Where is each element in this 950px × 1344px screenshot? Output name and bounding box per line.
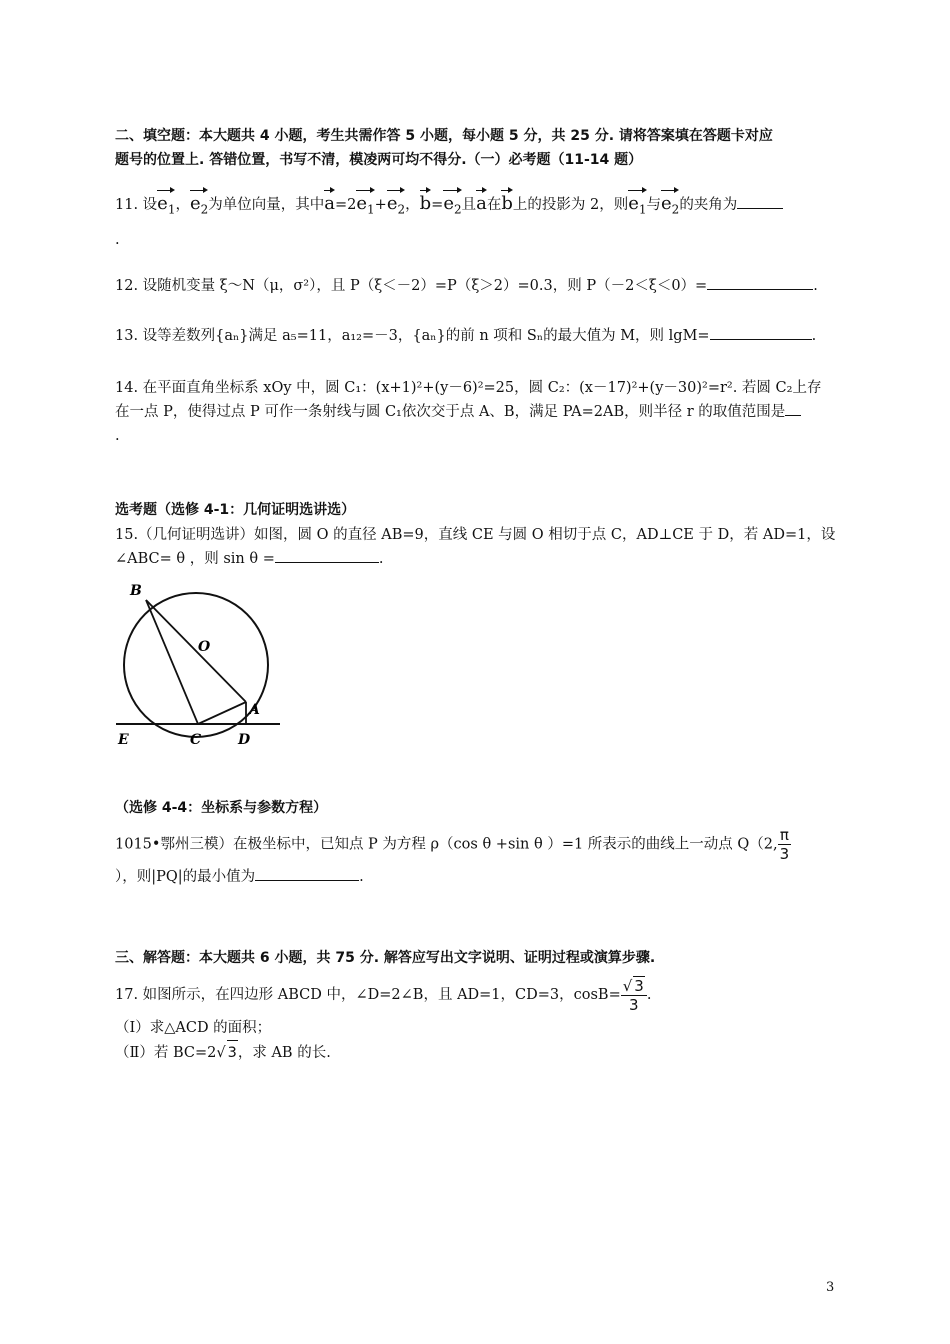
q15-line-1: 15.（几何证明选讲）如图，圆 O 的直径 AB=9，直线 CE 与圆 O 相切于点 C，AD⊥CE 于 D，若 AD=1，设 [115,527,836,543]
question-17: 17. 如图所示，在四边形 ABCD 中，∠D=2∠B，且 AD=1，CD=3，cosB= $\frac{√ 3}{3}$ . （Ⅰ）求△ACD 的面积； （Ⅱ）若 BC=2√ 3，求 AB 的长. [115,976,840,1065]
section-2-heading [115,124,840,172]
answer-blank [785,401,801,416]
section-2-line-2: 题号的位置上. 答错位置，书写不清，模凌两可均不得分.（一）必考题（11-14 题） [115,152,643,168]
label-e: E [118,732,129,748]
fraction-pi-over-3: $\frac{\pi}{3}$ [779,826,790,863]
q17-part-2: （Ⅱ）若 BC=2 [115,1045,217,1061]
question-11: 11. 设$e_1$，$e_2$为单位向量，其中$a=2e_1+e_2$，$b=e_2$且a在b上的投影为 2，则$e_1$与$e_2$的夹角为 . [115,188,840,252]
section-2-line-1: 二、填空题：本大题共 4 小题，考生共需作答 5 小题，每小题 5 分，共 25 分. 请将答案填在答题卡对应 [115,128,773,144]
label-d: D [238,732,251,748]
q11-text: 11. 设 [115,197,158,213]
segment-bc [146,600,198,724]
question-15: 15.（几何证明选讲）如图，圆 O 的直径 AB=9，直线 CE 与圆 O 相切于点 C，AD⊥CE 于 D，若 AD=1，设 ∠ABC= θ ，则 sin θ = . [115,523,840,571]
label-c: C [190,732,202,748]
answer-blank [710,325,812,340]
q11-end: . [115,231,120,248]
diameter-ab [146,600,246,702]
segment-ca [198,702,246,724]
q12-text: 12. 设随机变量 ξ～N（μ，σ²），且 P（ξ＜－2）=P（ξ＞2）=0.3，则 P（－2＜ξ＜0）= [115,278,708,294]
question-13: 13. 设等差数列{aₙ}满足 a₅=11，a₁₂=－3，{aₙ}的前 n 项和 Sₙ的最大值为 M，则 lgM= . [115,324,840,348]
vector-b: b [501,188,513,216]
vector-a: a [476,188,487,216]
q16-line-2: ），则|PQ|的最小值为 [115,869,256,885]
vector-e2: $e_2$ [387,188,405,222]
sqrt-3: 3 [227,1040,238,1065]
section-3-heading: 三、解答题：本大题共 6 小题，共 75 分. 解答应写出文字说明、证明过程或演算步骤. [115,950,656,966]
label-a: A [249,702,260,718]
q17-part-1: （Ⅰ）求△ACD 的面积； [115,1020,272,1036]
q14-line-2: 在一点 P，使得过点 P 可作一条射线与圆 C₁依次交于点 A、B，满足 PA=2AB，则半径 r 的取值范围是 [115,404,786,420]
question-14: 14. 在平面直角坐标系 xOy 中，圆 C₁：(x+1)²+(y－6)²=25，圆 C₂：(x－17)²+(y－30)²=r². 若圆 C₂上存 在一点 P，使得过点 P 可作一条射线与圆 C₁依次交于点 A、B，满足 PA=2AB，则半径 r 的取值范围是 . [115,376,840,448]
answer-blank [275,548,379,563]
page-number: 3 [826,1280,835,1295]
label-b: B [130,583,142,599]
vector-e2: $e_2$ [190,188,208,222]
vector-e2: $e_2$ [661,188,679,222]
elective-4-4-heading: （选修 4-4：坐标系与参数方程） [115,800,328,816]
vector-b: b [420,188,432,216]
label-o: O [198,639,211,655]
answer-blank [255,866,359,881]
geometry-figure [110,578,290,750]
answer-blank [707,275,813,290]
fraction-root3-over-3: $\frac{√ 3}{3}$ [621,976,647,1014]
vector-e2: $e_2$ [443,188,461,222]
elective-4-1-heading: 选考题（选修 4-1：几何证明选讲选） [115,502,356,518]
q17-line-1: 17. 如图所示，在四边形 ABCD 中，∠D=2∠B，且 AD=1，CD=3，cosB= [115,987,621,1003]
vector-e1: $e_1$ [356,188,374,222]
vector-a: a [324,188,335,216]
q14-line-1: 14. 在平面直角坐标系 xOy 中，圆 C₁：(x+1)²+(y－6)²=25，圆 C₂：(x－17)²+(y－30)²=r². 若圆 C₂上存 [115,380,822,396]
question-12: 12. 设随机变量 ξ～N（μ，σ²），且 P（ξ＜－2）=P（ξ＞2）=0.3，则 P（－2＜ξ＜0）= . [115,274,840,298]
q13-text: 13. 设等差数列{aₙ}满足 a₅=11，a₁₂=－3，{aₙ}的前 n 项和 Sₙ的最大值为 M，则 lgM= [115,328,710,344]
vector-e1: $e_1$ [157,188,175,222]
answer-blank [737,194,783,209]
q15-line-2: ∠ABC= θ ，则 sin θ = [115,551,275,567]
question-16: 1015•鄂州三模）在极坐标中，已知点 P 为方程 ρ（cos θ +sin θ ）=1 所表示的曲线上一动点 Q（2, $\frac{\pi}{3}$ ），则|PQ|的最小值为 . [115,826,790,885]
q16-line-1: 1015•鄂州三模）在极坐标中，已知点 P 为方程 ρ（cos θ +sin θ ）=1 所表示的曲线上一动点 Q（2, [115,836,778,853]
vector-e1: $e_1$ [628,188,646,222]
